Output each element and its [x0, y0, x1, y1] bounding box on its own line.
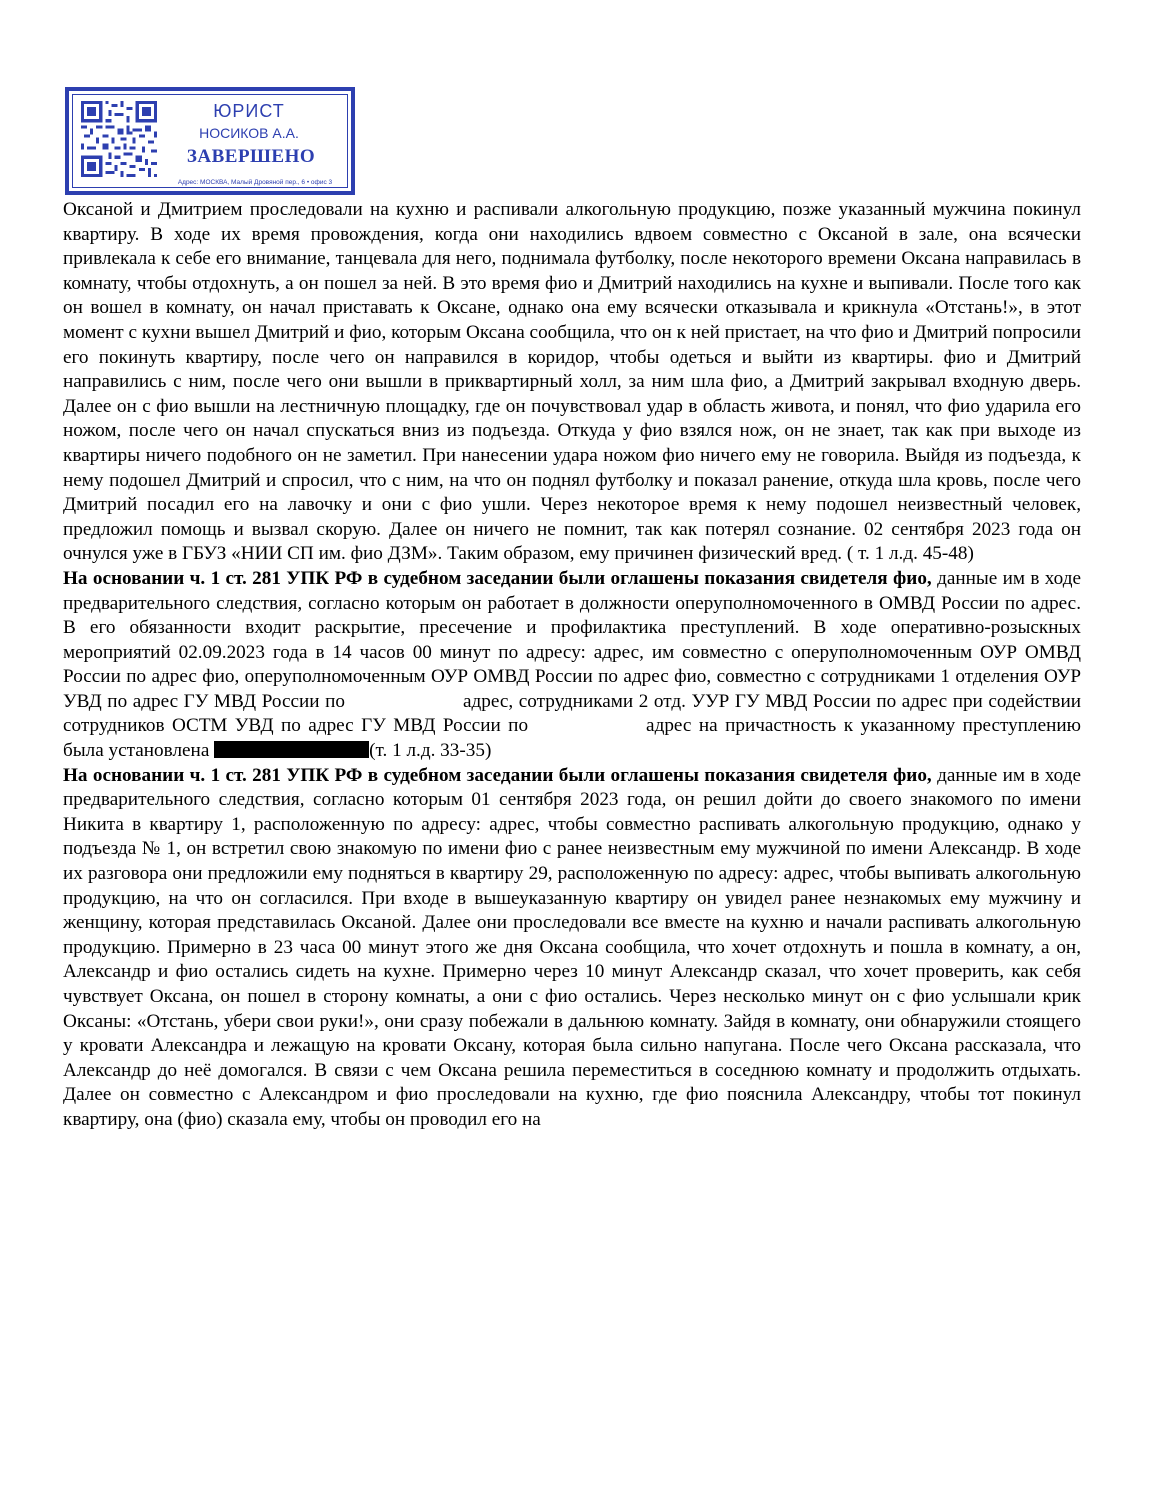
paragraph-text: данные им в ходе предварительного следствия, согласно которым 01 сентября 2023 года, он решил дойти до своего знакомого по имени Никита в квартиру 1, расположенную по адресу: адрес, чтобы совместно распивать алкогольную продукцию, однако у подъезда № 1, он встретил свою знакомую по имени фио с ранее неизвестным ему мужчиной по имени Александр. В ходе их разговора они предложили ему подняться в квартиру 29, расположенную по адресу: адрес, чтобы выпивать алкогольную продукцию, на что он согласился. При входе в вышеуказанную квартиру он увидел ранее незнакомых ему мужчину и женщину, которая представилась Оксаной. Далее они проследовали все вместе на кухню и начали распивать алкогольную продукцию. Примерно в 23 часа 00 минут этого же дня Оксана сообщила, что хочет отдохнуть и пошла в комнату, а он, Александр и фио остались сидеть на кухне. Примерно через 10 минут Александр сказал, что хочет проверить, как себя чувствует Оксана, он пошел в сторону комнаты, а они с фио остались. Через несколько минут он с фио услышали крик Оксаны: «Отстань, убери свои руки!», они сразу побежали в дальнюю комнату. Зайдя в комнату, они обнаружили стоящего у кровати Александра и лежащую на кровати Оксану, которая была сильно напугана. После чего Оксана рассказала, что Александр до неё домогался. В связи с чем Оксана решила переместиться в соседнюю комнату и продолжить отдыхать. Далее он совместно с Александром и фио проследовали на кухню, где фио пояснила Александру, чтобы тот покинул квартиру, она (фио) сказала ему, чтобы он проводил его на — [63, 764, 1081, 1130]
redaction-bar — [214, 741, 369, 758]
qr-code-icon — [81, 101, 157, 177]
lawyer-stamp — [65, 87, 355, 195]
stamp-address: Адрес: МОСКВА, Малый Дровяной пер., 6 • офис 3 — [177, 179, 333, 186]
document-body — [63, 198, 1081, 1133]
paragraph-lead-bold: На основании ч. 1 ст. 281 УПК РФ в судебном заседании были оглашены показания свидетеля фио, — [63, 567, 932, 589]
stamp-title: ЮРИСТ — [213, 101, 285, 121]
paragraph-victim-testimony: Оксаной и Дмитрием проследовали на кухню и распивали алкогольную продукцию, позже указанный мужчина покинул квартиру. В ходе их время провождения, когда они находились вдвоем совместно с Оксаной в зале, она всячески привлекала к себе его внимание, танцевала для него, поднимала футболку, после некоторого времени Оксана направилась в комнату, чтобы отдохнуть, а он пошел за ней. В это время фио и Дмитрий находились на кухне и выпивали. После того как он вошел в комнату, он начал приставать к Оксане, однако она ему всячески отказывала и крикнула «Отстань!», в этот момент с кухни вышел Дмитрий и фио, которым Оксана сообщила, что он к ней пристает, на что фио и Дмитрий попросили его покинуть квартиру, после чего он направился в коридор, чтобы одеться и выйти из квартиры. фио и Дмитрий направились с ним, после чего они вышли в приквартирный холл, за ним шла фио, а Дмитрий закрывал входную дверь. Далее он с фио вышли на лестничную площадку, где он почувствовал удар в область живота, и понял, что фио ударила его ножом, после чего он начал спускаться вниз из подъезда. Откуда у фио взялся нож, он не знает, так как при выходе из квартиры ничего подобного он не заметил. При нанесении удара ножом фио ничего ему не говорила. Выйдя из подъезда, к нему подошел Дмитрий и спросил, что с ним, на что он поднял футболку и показал ранение, откуда шла кровь, после чего Дмитрий посадил его на лавочку и они с фио ушли. Через некоторое время к нему подошел неизвестный человек, предложил помощь и вызвал скорую. Далее он ничего не помнит, так как потерял сознание. 02 сентября 2023 года он очнулся уже в ГБУЗ «НИИ СП им. фио ДЗМ». Таким образом, ему причинен физический вред. ( т. 1 л.д. 45-48) — [63, 199, 1081, 565]
stamp-lawyer-name: НОСИКОВ А.А. — [199, 125, 299, 141]
paragraph-text: данные им в ходе предварительного следствия, согласно которым он работает в должности оперуполномоченного в ОМВД России по адрес. В его обязанности входит раскрытие, пресечение и профилактика преступлений. В ходе оперативно-розыскных мероприятий 02.09.2023 года в 14 часов 00 минут по адресу: адрес, им совместно с оперуполномоченным ОУР ОМВД России по адрес фио, оперуполномоченным ОУР ОМВД России по адрес фио, совместно с сотрудниками 1 отделения ОУР УВД по адрес ГУ МВД России по — [63, 567, 1081, 712]
paragraph-text: адрес на причастность к указанному преступлению была установлена — [63, 715, 1082, 762]
stamp-inner-frame — [72, 94, 348, 188]
paragraph-text: адрес, сотрудниками 2 отд. УУР ГУ МВД России по адрес при содействии сотрудников ОСТМ УВД по адрес ГУ МВД России по — [63, 690, 1081, 737]
paragraph-witness-operative — [63, 567, 1081, 764]
paragraph-text: (т. 1 л.д. 33-35) — [369, 740, 492, 762]
paragraph-witness-testimony — [63, 764, 1081, 1133]
paragraph-lead-bold: На основании ч. 1 ст. 281 УПК РФ в судебном заседании были оглашены показания свидетеля фио, — [63, 764, 932, 786]
stamp-status: ЗАВЕРШЕНО — [186, 146, 316, 167]
